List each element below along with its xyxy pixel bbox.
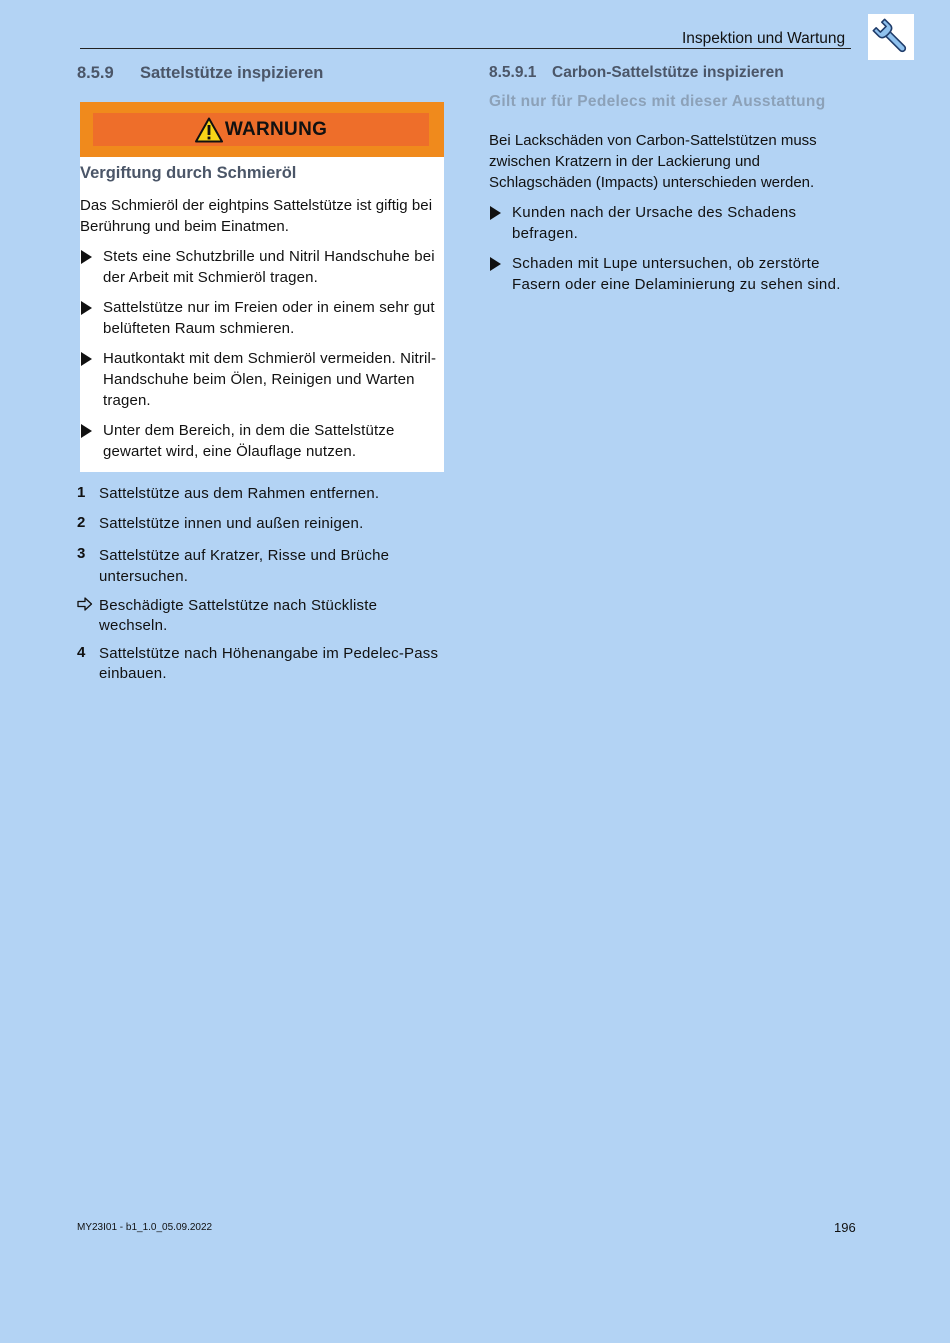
step-result-text: Beschädigte Sattelstütze nach Stückliste wechseln.	[99, 597, 378, 634]
warning-banner	[93, 113, 429, 146]
bullet-arrow-icon	[81, 424, 92, 438]
warning-box: WARNUNG Vergiftung durch Schmieröl Das Schmieröl der eightpins Sattelstütze ist giftig bei Berührung und beim Einatmen. Stets eine Schutzbrille und Nitril Handschuhe bei der Arbeit mit Schmieröl tragen. Sattelstütze nur im Freien oder in einem sehr gut belüfteten Raum schmieren. Hautkontakt mit dem Schmieröl vermeiden. Nitril-Handschuhe beim Ölen, Reinigen und Warten tragen. Unter dem Bereich, in dem die Sattelstütze gewartet wird, eine Ölauflage nutzen.	[80, 102, 444, 472]
step-number: 4	[77, 644, 86, 661]
bullet-arrow-icon	[81, 250, 92, 264]
subsection-text: Bei Lackschäden von Carbon-Sattelstützen muss zwischen Kratzern in der Lackierung und Schlagschäden (Impacts) unterschieden werden.	[489, 132, 817, 191]
step-text: Sattelstütze auf Kratzer, Risse und Brüche untersuchen.	[99, 547, 390, 585]
bullet-arrow-icon	[81, 352, 92, 366]
warning-subtitle: Vergiftung durch Schmieröl	[80, 164, 297, 182]
subsection-title: Carbon-Sattelstütze inspizieren	[552, 64, 784, 81]
subsection-number: 8.5.9.1	[489, 64, 537, 81]
header-divider	[80, 48, 851, 49]
step-text: Sattelstütze innen und außen reinigen.	[99, 515, 364, 532]
wrench-icon	[868, 14, 914, 60]
step-number: 2	[77, 514, 86, 531]
bullet-arrow-icon	[81, 301, 92, 315]
warning-label: WARNUNG	[224, 118, 328, 140]
section-title: Sattelstütze inspizieren	[140, 64, 324, 82]
step-text: Sattelstütze aus dem Rahmen entfernen.	[99, 485, 380, 502]
section-number: 8.5.9	[77, 64, 114, 82]
warning-triangle-icon	[195, 117, 223, 143]
step-number: 3	[77, 545, 86, 562]
step-text: Sattelstütze nach Höhenangabe im Pedelec-Pass einbauen.	[99, 645, 439, 682]
footer-document-id: MY23I01 - b1_1.0_05.09.2022	[77, 1222, 213, 1233]
bullet-arrow-icon	[490, 257, 501, 271]
result-arrow-icon	[77, 597, 93, 616]
warning-text: Das Schmieröl der eightpins Sattelstütze ist giftig bei Berührung und beim Einatmen.	[80, 197, 433, 235]
bullet-arrow-icon	[490, 206, 501, 220]
warning-header	[80, 102, 444, 157]
applicability-note: Gilt nur für Pedelecs mit dieser Ausstattung	[489, 93, 826, 110]
header-title: Inspektion und Wartung	[682, 30, 846, 47]
page-number: 196	[834, 1220, 856, 1235]
step-number: 1	[77, 484, 86, 501]
